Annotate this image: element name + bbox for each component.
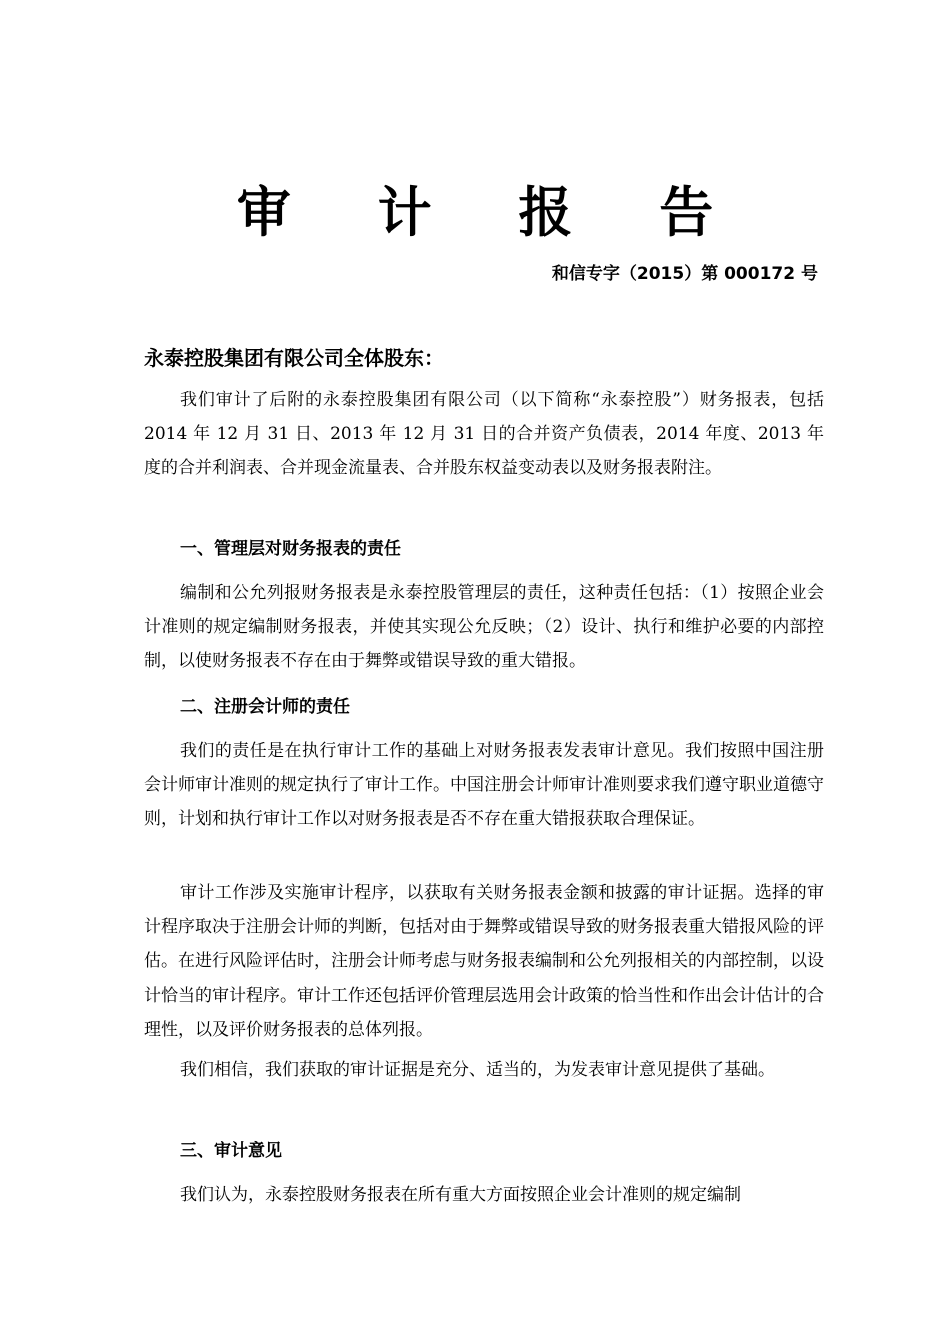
- section-1-body: [144, 576, 824, 679]
- section-2-body-3: [144, 1053, 824, 1087]
- document-number: 和信专字（2015）第 000172 号: [551, 264, 818, 284]
- section-2-body-1: [144, 734, 824, 837]
- section-2-heading: 二、注册会计师的责任: [180, 697, 350, 717]
- section-1-heading: 一、管理层对财务报表的责任: [180, 539, 401, 559]
- section-2: [144, 690, 824, 724]
- section-3-body: [144, 1178, 824, 1212]
- intro-block: [144, 383, 824, 486]
- section-3: [144, 1134, 824, 1168]
- section-2-paragraph-1: 我们的责任是在执行审计工作的基础上对财务报表发表审计意见。我们按照中国注册会计师审计准则的规定执行了审计工作。中国注册会计师审计准则要求我们遵守职业道德守则，计划和执行审计工作以对财务报表是否不存在重大错报获取合理保证。: [144, 741, 824, 830]
- section-3-heading: 三、审计意见: [180, 1141, 282, 1161]
- section-1-paragraph: 编制和公允列报财务报表是永泰控股管理层的责任，这种责任包括：（1）按照企业会计准则的规定编制财务报表，并使其实现公允反映；（2）设计、执行和维护必要的内部控制，以使财务报表不存在由于舞弊或错误导致的重大错报。: [144, 583, 824, 672]
- intro-paragraph: 我们审计了后附的永泰控股集团有限公司（以下简称“永泰控股”）财务报表，包括 2014 年 12 月 31 日、2013 年 12 月 31 日的合并资产负债表，2014 年度、2013 年度的合并利润表、合并现金流量表、合并股东权益变动表以及财务报表附注。: [144, 390, 824, 479]
- section-2-paragraph-2: 审计工作涉及实施审计程序，以获取有关财务报表金额和披露的审计证据。选择的审计程序取决于注册会计师的判断，包括对由于舞弊或错误导致的财务报表重大错报风险的评估。在进行风险评估时，注册会计师考虑与财务报表编制和公允列报相关的内部控制，以设计恰当的审计程序。审计工作还包括评价管理层选用会计政策的恰当性和作出会计估计的合理性，以及评价财务报表的总体列报。: [144, 883, 824, 1040]
- section-2-body-2: [144, 876, 824, 1047]
- addressee: 永泰控股集团有限公司全体股东：: [144, 346, 444, 370]
- report-title: 审 计 报 告: [236, 181, 748, 244]
- section-3-paragraph: 我们认为，永泰控股财务报表在所有重大方面按照企业会计准则的规定编制: [180, 1185, 741, 1205]
- section-1: [144, 532, 824, 566]
- section-2-paragraph-3: 我们相信，我们获取的审计证据是充分、适当的，为发表审计意见提供了基础。: [180, 1060, 775, 1080]
